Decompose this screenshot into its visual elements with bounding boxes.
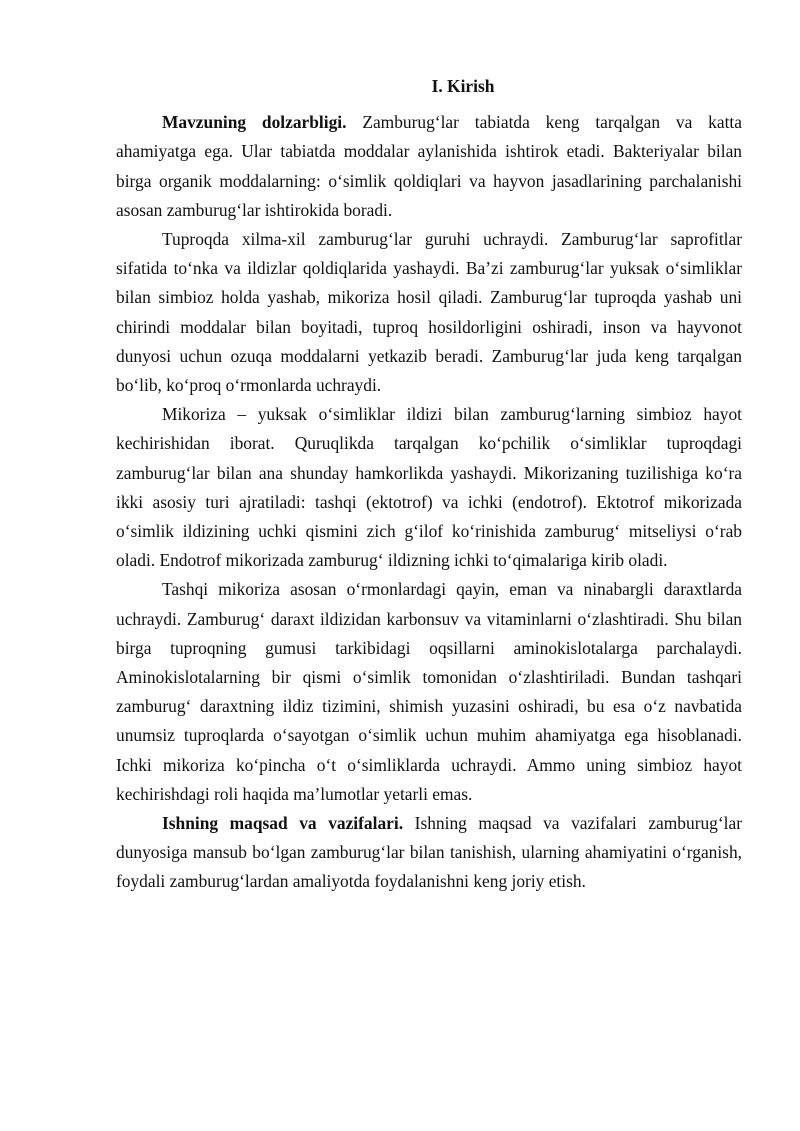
paragraph-text: Tashqi mikoriza asosan o‘rmonlardagi qayin, eman va ninabargli daraxtlarda uchraydi. Zamburug‘ daraxt ildizidan karbonsuv va vitaminlarni o‘zlashtiradi. Shu bilan birga tuproqning gumusi tarkibidagi oqsillarni aminokislotalarga parchalaydi. Aminokislotalarning bir qismi o‘simlik tomonidan o‘zlashtiriladi. Bundan tashqari zamburug‘ daraxtning ildiz tizimini, shimish yuzasini oshiradi, bu esa o‘z navbatida unumsiz tuproqlarda o‘sayotgan o‘simlik uchun muhim ahamiyatga ega hisoblanadi. Ichki mikoriza ko‘pincha o‘t o‘simliklarda uchraydi. Ammo uning simbioz hayot kechirishdagi roli haqida ma’lumotlar yetarli emas.	[116, 579, 742, 804]
paragraph-text: Ishning maqsad va vazifalari zamburug‘lar dunyosiga mansub bo‘lgan zamburug‘lar bilan tanishish, ularning ahamiyatini o‘rganish, foydali zamburug‘lardan amaliyotda foydalanishni keng joriy etish.	[116, 813, 743, 892]
paragraph-text: Tuproqda xilma-xil zamburug‘lar guruhi uchraydi. Zamburug‘lar saprofitlar sifatida to‘nka va ildizlar qoldiqlarida yashaydi. Ba’zi zamburug‘lar yuksak o‘simliklar bilan simbioz holda yashab, mikoriza hosil qiladi. Zamburug‘lar tuproqda yashab uni chirindi moddalar bilan boyitadi, tuproq hosildorligini oshiradi, inson va hayvonot dunyosi uchun ozuqa moddalarni yetkazib beradi. Zamburug‘lar juda keng tarqalgan bo‘lib, ko‘proq o‘rmonlarda uchraydi.	[116, 229, 742, 396]
paragraph-lead: Ishning maqsad va vazifalari.	[162, 813, 404, 834]
document-page	[116, 72, 742, 897]
paragraph-relevance	[116, 108, 742, 225]
paragraph-text: Zamburug‘lar tabiatda keng tarqalgan va katta ahamiyatga ega. Ular tabiatda moddalar aylanishida ishtirok etadi. Bakteriyalar bilan birga organik moddalarning: o‘simlik qoldiqlari va hayvon jasadlarining parchalanishi asosan zamburug‘lar ishtirokida boradi.	[116, 112, 742, 220]
section-heading: I. Kirish	[431, 76, 495, 96]
paragraph-lead: Mavzuning dolzarbligi.	[162, 112, 347, 133]
paragraph-soil-fungi	[116, 225, 742, 400]
paragraph-mycorrhiza	[116, 400, 742, 575]
paragraph-goals	[116, 809, 742, 897]
paragraph-external-mycorrhiza	[116, 575, 742, 809]
paragraph-text: Mikoriza – yuksak o‘simliklar ildizi bilan zamburug‘larning simbioz hayot kechirishidan iborat. Quruqlikda tarqalgan ko‘pchilik o‘simliklar tuproqdagi zamburug‘lar bilan ana shunday hamkorlikda yashaydi. Mikorizaning tuzilishiga ko‘ra ikki asosiy turi ajratiladi: tashqi (ektotrof) va ichki (endotrof). Ektotrof mikorizada o‘simlik ildizining uchki qismini zich g‘ilof ko‘rinishida zamburug‘ mitseliysi o‘rab oladi. Endotrof mikorizada zamburug‘ ildizning ichki to‘qimalariga kirib oladi.	[116, 404, 742, 571]
